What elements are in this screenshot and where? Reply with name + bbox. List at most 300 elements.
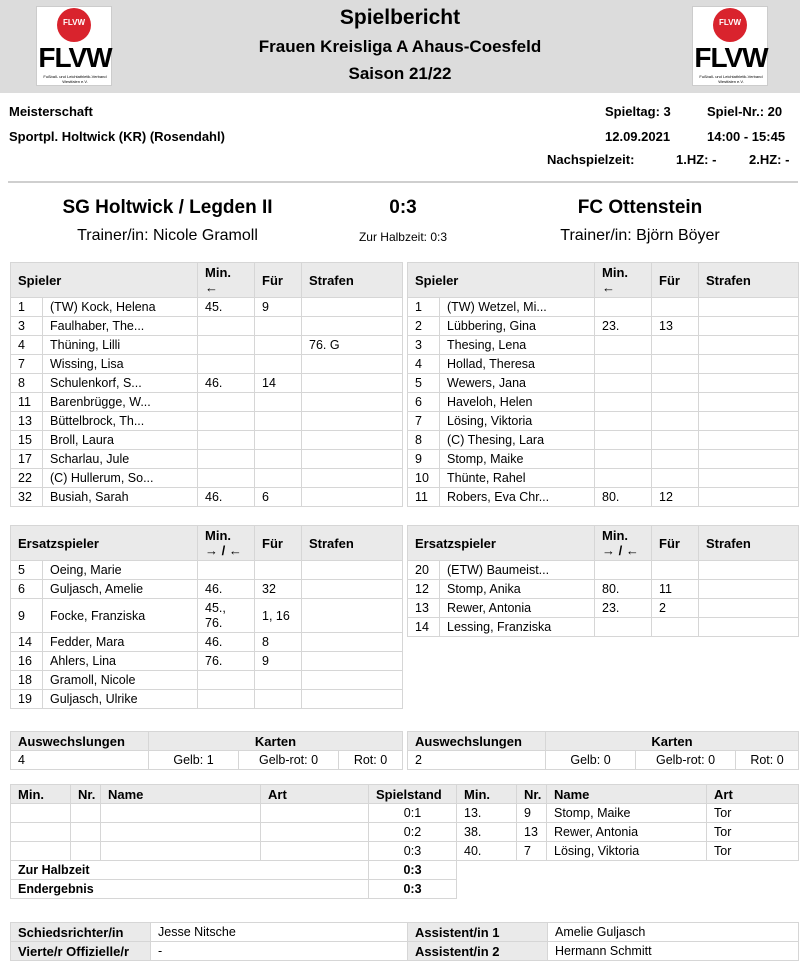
penalty (699, 599, 799, 618)
for-number: 9 (255, 652, 302, 671)
for-number (255, 393, 302, 412)
officials-table (10, 922, 799, 961)
for-number (652, 393, 699, 412)
shirt-number: 3 (11, 317, 43, 336)
minute: 23. (595, 317, 652, 336)
minute (595, 561, 652, 580)
event-away-type: Tor (707, 804, 799, 823)
penalty (302, 450, 403, 469)
for-number (255, 469, 302, 488)
for-number: 8 (255, 633, 302, 652)
ev-col-name: Name (547, 785, 707, 804)
player-name: (TW) Kock, Helena (43, 298, 198, 317)
away-player-row (408, 374, 799, 393)
col-for: Für (652, 526, 699, 561)
away-sub-row (408, 580, 799, 599)
player-name: (C) Hullerum, So... (43, 469, 198, 488)
minute: 46. (198, 580, 255, 599)
penalty (302, 671, 403, 690)
for-number (255, 671, 302, 690)
minute (595, 450, 652, 469)
event-home-nr (71, 842, 101, 861)
col-penalties: Strafen (302, 526, 403, 561)
flvw-logo-left: FLVW FLVW Fußball- und Leichtathletik-Verband Westfalen e.V. (36, 6, 112, 86)
minute: 80. (595, 488, 652, 507)
event-home-min (11, 823, 71, 842)
penalty (699, 393, 799, 412)
event-row (11, 823, 799, 842)
home-sub-row (11, 671, 403, 690)
shirt-number: 17 (11, 450, 43, 469)
minute (198, 355, 255, 374)
horse-crest-icon: FLVW (713, 8, 747, 42)
for-number (255, 355, 302, 374)
penalty (302, 412, 403, 431)
away-player-row (408, 469, 799, 488)
col-for: Für (652, 263, 699, 298)
player-name: Barenbrügge, W... (43, 393, 198, 412)
for-number: 1, 16 (255, 599, 302, 633)
halftime-score: Zur Halbzeit: 0:3 (358, 230, 448, 244)
shirt-number: 22 (11, 469, 43, 488)
shirt-number: 8 (408, 431, 440, 450)
final-row-score: 0:3 (369, 880, 457, 899)
for-number: 14 (255, 374, 302, 393)
for-number (652, 336, 699, 355)
player-name: Fedder, Mara (43, 633, 198, 652)
home-player-row (11, 298, 403, 317)
ev-col-minute: Min. (457, 785, 517, 804)
halftime-row-label: Zur Halbzeit (11, 861, 369, 880)
shirt-number: 1 (408, 298, 440, 317)
away-yellow-red-cards: Gelb-rot: 0 (636, 751, 736, 770)
ev-col-type: Art (707, 785, 799, 804)
shirt-number: 32 (11, 488, 43, 507)
fourth-official-label: Vierte/r Offizielle/r (11, 942, 151, 961)
penalty (699, 355, 799, 374)
home-subs-table (10, 525, 403, 709)
minute: 80. (595, 580, 652, 599)
fourth-official-name: - (151, 942, 408, 961)
assistant1-name: Amelie Guljasch (548, 923, 799, 942)
for-number (652, 298, 699, 317)
penalty (699, 317, 799, 336)
minute (595, 618, 652, 637)
penalty (302, 561, 403, 580)
final-row-label: Endergebnis (11, 880, 369, 899)
minute (198, 412, 255, 431)
shirt-number: 20 (408, 561, 440, 580)
for-number (652, 374, 699, 393)
player-name: Büttelbrock, Th... (43, 412, 198, 431)
minute (595, 336, 652, 355)
minute (198, 450, 255, 469)
home-player-row (11, 488, 403, 507)
minute: 76. (198, 652, 255, 671)
away-subs-body (408, 561, 799, 637)
shirt-number: 13 (408, 599, 440, 618)
league-name: Frauen Kreisliga A Ahaus-Coesfeld (258, 37, 542, 56)
home-player-row (11, 374, 403, 393)
away-player-row (408, 336, 799, 355)
away-yellow-cards: Gelb: 0 (546, 751, 636, 770)
home-player-row (11, 393, 403, 412)
away-player-row (408, 393, 799, 412)
penalty (302, 690, 403, 709)
penalty (302, 488, 403, 507)
away-player-row (408, 298, 799, 317)
away-player-row (408, 431, 799, 450)
match-number-label: Spiel-Nr.: 20 (707, 104, 783, 119)
shirt-number: 4 (408, 355, 440, 374)
player-name: Focke, Franziska (43, 599, 198, 633)
matchday-label: Spieltag: 3 (605, 104, 671, 119)
event-away-nr: 13 (517, 823, 547, 842)
home-yellow-red-cards: Gelb-rot: 0 (239, 751, 339, 770)
col-minute: Min. ← (595, 263, 652, 298)
for-number (652, 561, 699, 580)
event-away-nr: 7 (517, 842, 547, 861)
event-home-name (101, 804, 261, 823)
divider (8, 181, 798, 183)
penalty (699, 580, 799, 599)
minute (198, 336, 255, 355)
home-sub-row (11, 652, 403, 671)
shirt-number: 5 (408, 374, 440, 393)
event-away-name: Rewer, Antonia (547, 823, 707, 842)
col-for: Für (255, 526, 302, 561)
minute (198, 561, 255, 580)
flvw-logo-right: FLVW FLVW Fußball- und Leichtathletik-Verband Westfalen e.V. (692, 6, 768, 86)
ev-col-number: Nr. (517, 785, 547, 804)
for-number (255, 431, 302, 450)
away-player-row (408, 450, 799, 469)
event-home-name (101, 842, 261, 861)
minute: 46. (198, 633, 255, 652)
assistant2-name: Hermann Schmitt (548, 942, 799, 961)
ev-col-minute: Min. (11, 785, 71, 804)
match-date: 12.09.2021 (605, 129, 671, 144)
substitutions-header: Auswechslungen (11, 732, 149, 751)
home-substitutions-count: 4 (11, 751, 149, 770)
horse-crest-icon: FLVW (57, 8, 91, 42)
for-number (652, 469, 699, 488)
away-player-row (408, 355, 799, 374)
for-number: 11 (652, 580, 699, 599)
penalty (302, 298, 403, 317)
shirt-number: 1 (11, 298, 43, 317)
event-away-type: Tor (707, 823, 799, 842)
for-number: 9 (255, 298, 302, 317)
home-summary-table (10, 731, 403, 770)
home-sub-row (11, 580, 403, 599)
minute (595, 412, 652, 431)
penalty (699, 374, 799, 393)
player-name: Guljasch, Ulrike (43, 690, 198, 709)
minute (198, 393, 255, 412)
player-name: Robers, Eva Chr... (440, 488, 595, 507)
penalty (302, 580, 403, 599)
penalty (699, 561, 799, 580)
penalty (302, 393, 403, 412)
minute (198, 469, 255, 488)
home-player-row (11, 336, 403, 355)
shirt-number: 12 (408, 580, 440, 599)
away-sub-row (408, 561, 799, 580)
away-player-row (408, 317, 799, 336)
minute (198, 431, 255, 450)
substitutions-header: Auswechslungen (408, 732, 546, 751)
for-number: 2 (652, 599, 699, 618)
player-name: Stomp, Maike (440, 450, 595, 469)
home-player-row (11, 317, 403, 336)
shirt-number: 9 (408, 450, 440, 469)
extra-time-label: Nachspielzeit: (547, 152, 635, 167)
event-home-name (101, 823, 261, 842)
penalty (699, 450, 799, 469)
col-for: Für (255, 263, 302, 298)
shirt-number: 13 (11, 412, 43, 431)
player-name: (C) Thesing, Lara (440, 431, 595, 450)
referee-name: Jesse Nitsche (151, 923, 408, 942)
event-home-nr (71, 823, 101, 842)
event-row (11, 804, 799, 823)
home-trainer: Trainer/in: Nicole Gramoll (77, 227, 258, 244)
player-name: Hollad, Theresa (440, 355, 595, 374)
home-red-cards: Rot: 0 (339, 751, 403, 770)
away-red-cards: Rot: 0 (736, 751, 799, 770)
events-table (10, 784, 799, 899)
away-player-row (408, 488, 799, 507)
shirt-number: 3 (408, 336, 440, 355)
assistant1-label: Assistent/in 1 (408, 923, 548, 942)
penalty (699, 336, 799, 355)
shirt-number: 5 (11, 561, 43, 580)
player-name: (ETW) Baumeist... (440, 561, 595, 580)
for-number (255, 412, 302, 431)
player-name: Thünte, Rahel (440, 469, 595, 488)
for-number: 32 (255, 580, 302, 599)
for-number (255, 450, 302, 469)
shirt-number: 14 (408, 618, 440, 637)
event-away-min: 40. (457, 842, 517, 861)
for-number (652, 450, 699, 469)
cards-header: Karten (546, 732, 799, 751)
home-player-row (11, 450, 403, 469)
shirt-number: 2 (408, 317, 440, 336)
events-body (11, 804, 799, 861)
col-minute: Min. ← (198, 263, 255, 298)
minute (595, 374, 652, 393)
home-player-row (11, 431, 403, 450)
shirt-number: 18 (11, 671, 43, 690)
season-label: Saison 21/22 (348, 64, 452, 83)
page-title: Spielbericht (339, 6, 461, 29)
ev-col-number: Nr. (71, 785, 101, 804)
event-row (11, 842, 799, 861)
minute (595, 469, 652, 488)
for-number: 6 (255, 488, 302, 507)
away-subs-table (407, 525, 799, 637)
minute: 45., 76. (198, 599, 255, 633)
player-name: Schulenkorf, S... (43, 374, 198, 393)
home-sub-row (11, 599, 403, 633)
penalty (699, 298, 799, 317)
event-away-min: 13. (457, 804, 517, 823)
ev-col-type: Art (261, 785, 369, 804)
cards-header: Karten (149, 732, 403, 751)
col-minute: Min. → / ← (198, 526, 255, 561)
player-name: Thüning, Lilli (43, 336, 198, 355)
event-home-type (261, 823, 369, 842)
home-subs-body (11, 561, 403, 709)
report-header (0, 0, 800, 93)
penalty (302, 599, 403, 633)
event-away-nr: 9 (517, 804, 547, 823)
away-trainer: Trainer/in: Björn Böyer (560, 227, 720, 244)
shirt-number: 14 (11, 633, 43, 652)
penalty (302, 355, 403, 374)
minute: 23. (595, 599, 652, 618)
home-yellow-cards: Gelb: 1 (149, 751, 239, 770)
minute (198, 317, 255, 336)
shirt-number: 16 (11, 652, 43, 671)
home-player-row (11, 469, 403, 488)
event-home-type (261, 842, 369, 861)
halftime-row-score: 0:3 (369, 861, 457, 880)
away-sub-row (408, 618, 799, 637)
penalty (302, 633, 403, 652)
away-players-table (407, 262, 799, 507)
shirt-number: 7 (11, 355, 43, 374)
shirt-number: 6 (408, 393, 440, 412)
away-summary-table (407, 731, 799, 770)
event-away-name: Lösing, Viktoria (547, 842, 707, 861)
player-name: Busiah, Sarah (43, 488, 198, 507)
shirt-number: 15 (11, 431, 43, 450)
away-sub-row (408, 599, 799, 618)
penalty (699, 488, 799, 507)
player-name: Oeing, Marie (43, 561, 198, 580)
home-sub-row (11, 561, 403, 580)
home-player-row (11, 355, 403, 374)
ev-col-score: Spielstand (369, 785, 457, 804)
ev-col-name: Name (101, 785, 261, 804)
player-name: Ahlers, Lina (43, 652, 198, 671)
extra-time-second-half: 2.HZ: - (749, 152, 790, 167)
event-home-min (11, 804, 71, 823)
minute (198, 690, 255, 709)
minute: 45. (198, 298, 255, 317)
player-name: Stomp, Anika (440, 580, 595, 599)
minute: 46. (198, 374, 255, 393)
minute (595, 393, 652, 412)
home-sub-row (11, 633, 403, 652)
minute (595, 431, 652, 450)
penalty (302, 469, 403, 488)
away-substitutions-count: 2 (408, 751, 546, 770)
player-name: Thesing, Lena (440, 336, 595, 355)
home-team-name: SG Holtwick / Legden II (62, 197, 273, 218)
col-penalties: Strafen (302, 263, 403, 298)
shirt-number: 6 (11, 580, 43, 599)
for-number (652, 618, 699, 637)
for-number (255, 336, 302, 355)
penalty (302, 652, 403, 671)
col-sub-player: Ersatzspieler (11, 526, 198, 561)
event-away-name: Stomp, Maike (547, 804, 707, 823)
for-number (652, 431, 699, 450)
player-name: Lessing, Franziska (440, 618, 595, 637)
event-away-min: 38. (457, 823, 517, 842)
col-penalties: Strafen (699, 263, 799, 298)
player-name: Broll, Laura (43, 431, 198, 450)
venue-label: Sportpl. Holtwick (KR) (Rosendahl) (9, 129, 225, 144)
for-number (255, 561, 302, 580)
for-number (652, 355, 699, 374)
for-number (255, 690, 302, 709)
col-player: Spieler (408, 263, 595, 298)
shirt-number: 10 (408, 469, 440, 488)
player-name: Gramoll, Nicole (43, 671, 198, 690)
event-home-min (11, 842, 71, 861)
player-name: (TW) Wetzel, Mi... (440, 298, 595, 317)
shirt-number: 7 (408, 412, 440, 431)
penalty (302, 374, 403, 393)
player-name: Guljasch, Amelie (43, 580, 198, 599)
shirt-number: 9 (11, 599, 43, 633)
player-name: Wewers, Jana (440, 374, 595, 393)
event-score: 0:1 (369, 804, 457, 823)
home-players-table (10, 262, 403, 507)
away-players-body (408, 298, 799, 507)
assistant2-label: Assistent/in 2 (408, 942, 548, 961)
event-score: 0:2 (369, 823, 457, 842)
col-penalties: Strafen (699, 526, 799, 561)
home-players-body (11, 298, 403, 507)
col-minute: Min. → / ← (595, 526, 652, 561)
shirt-number: 11 (408, 488, 440, 507)
col-sub-player: Ersatzspieler (408, 526, 595, 561)
penalty (699, 431, 799, 450)
shirt-number: 19 (11, 690, 43, 709)
home-player-row (11, 412, 403, 431)
event-score: 0:3 (369, 842, 457, 861)
for-number (255, 317, 302, 336)
minute (595, 298, 652, 317)
player-name: Rewer, Antonia (440, 599, 595, 618)
for-number: 12 (652, 488, 699, 507)
event-home-type (261, 804, 369, 823)
event-home-nr (71, 804, 101, 823)
away-player-row (408, 412, 799, 431)
home-sub-row (11, 690, 403, 709)
final-score: 0:3 (389, 197, 417, 218)
penalty: 76. G (302, 336, 403, 355)
penalty (302, 317, 403, 336)
player-name: Scharlau, Jule (43, 450, 198, 469)
penalty (699, 618, 799, 637)
player-name: Wissing, Lisa (43, 355, 198, 374)
player-name: Lübbering, Gina (440, 317, 595, 336)
penalty (699, 412, 799, 431)
away-team-name: FC Ottenstein (577, 197, 703, 218)
for-number: 13 (652, 317, 699, 336)
penalty (302, 431, 403, 450)
minute: 46. (198, 488, 255, 507)
penalty (699, 469, 799, 488)
minute (198, 671, 255, 690)
